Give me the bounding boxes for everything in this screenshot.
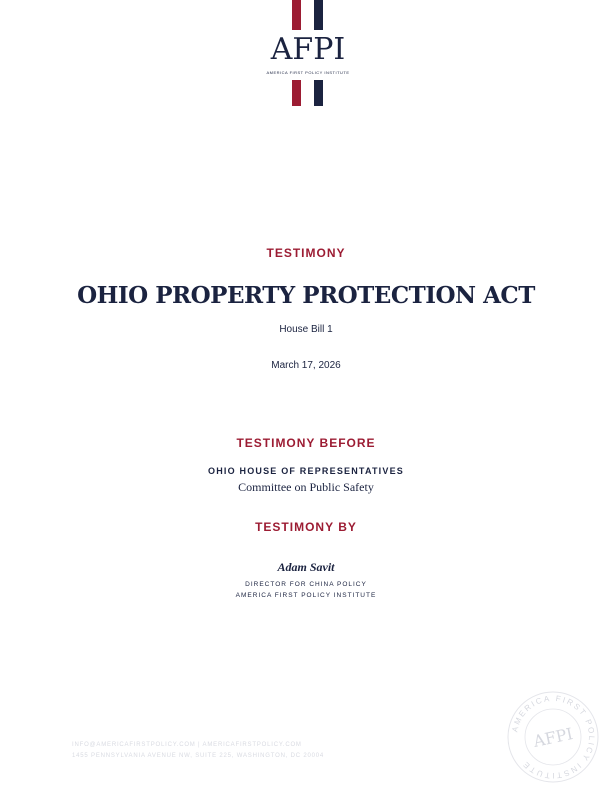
legislative-body: OHIO HOUSE OF REPRESENTATIVES (208, 466, 404, 476)
bill-number: House Bill 1 (279, 324, 333, 335)
afpi-seal-watermark (506, 690, 600, 784)
document-date: March 17, 2026 (271, 360, 341, 371)
author-title: DIRECTOR FOR CHINA POLICY (245, 581, 367, 588)
testimony-by-heading: TESTIMONY BY (255, 520, 357, 534)
seal-ring-text: AMERICA FIRST POLICY INSTITUTE (510, 693, 597, 781)
seal-center-text: AFPI (531, 724, 575, 751)
committee-name: Committee on Public Safety (238, 480, 374, 494)
logo-navy-bar-top (314, 0, 323, 30)
author-organization: AMERICA FIRST POLICY INSTITUTE (235, 592, 377, 599)
logo-wordmark: AFPI (270, 32, 346, 67)
author-name: Adam Savit (277, 560, 335, 574)
logo-red-bar-top (292, 0, 301, 30)
testimony-before-heading: TESTIMONY BEFORE (236, 436, 376, 450)
logo-subtitle: AMERICA FIRST POLICY INSTITUTE (266, 70, 350, 75)
afpi-logo (262, 0, 354, 108)
document-title: OHIO PROPERTY PROTECTION ACT (77, 282, 535, 309)
category-label: TESTIMONY (266, 246, 346, 260)
logo-navy-bar-bottom (314, 80, 323, 106)
footer-address: 1455 PENNSYLVANIA AVENUE NW, SUITE 225, WASHINGTON, DC 20004 (72, 753, 325, 759)
footer-contact: INFO@AMERICAFIRSTPOLICY.COM | AMERICAFIRSTPOLICY.COM (72, 742, 302, 748)
logo-red-bar-bottom (292, 80, 301, 106)
